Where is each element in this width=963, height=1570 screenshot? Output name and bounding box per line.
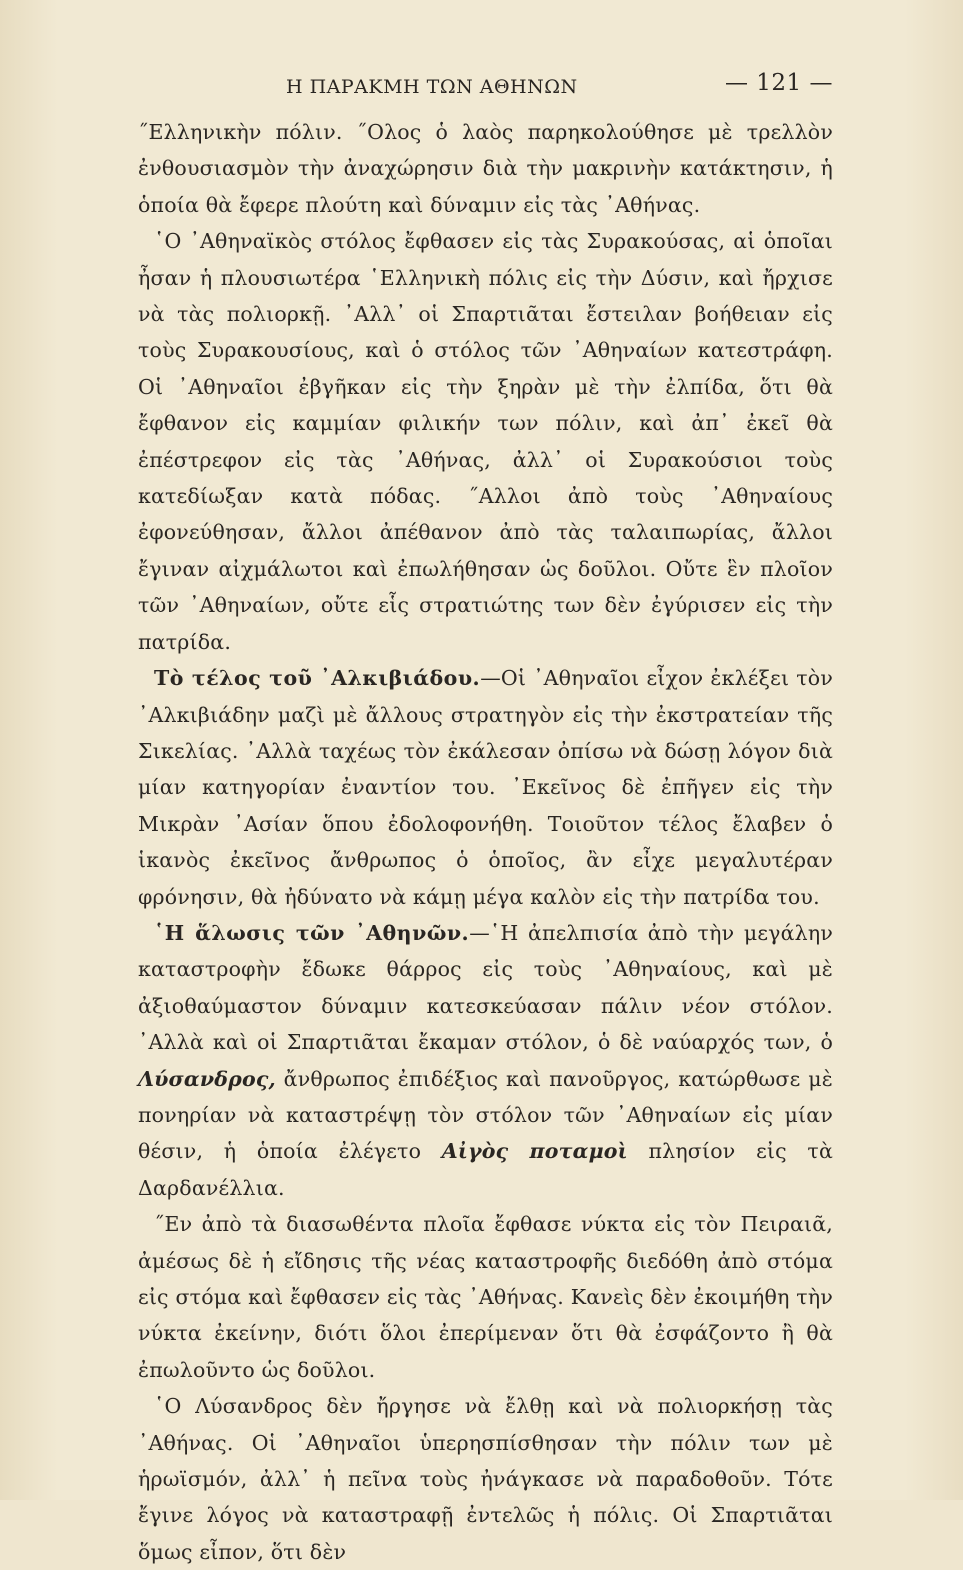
body-text bbox=[138, 114, 833, 1570]
name-aigos-potamoi: Αἰγὸς ποταμοὶ bbox=[441, 1139, 628, 1164]
running-head bbox=[138, 66, 833, 106]
paragraph-4-text-c: πλησίον εἰς τὰ Δαρδανέλλια. bbox=[138, 1139, 834, 1200]
paragraph-2: ῾Ο ᾿Αθηναϊκὸς στόλος ἔφθασεν εἰς τὰς Συρακούσας, αἱ ὁποῖαι ἦσαν ἡ πλουσιωτέρα ῾Ελληνικὴ πόλις εἰς τὴν Δύσιν, καὶ ἤρχισε νὰ τὰς πολιορκῇ. ᾿Αλλ᾿ οἱ Σπαρτιᾶται ἔστειλαν βοήθειαν εἰς τοὺς Συρακουσίους, καὶ ὁ στόλος τῶν ᾿Αθηναίων κατεστράφη. Οἱ ᾿Αθηναῖοι ἐβγῆκαν εἰς τὴν ξηρὰν μὲ τὴν ἐλπίδα, ὅτι θὰ ἔφθανον εἰς καμμίαν φιλικήν των πόλιν, καὶ ἀπ᾿ ἐκεῖ θὰ ἐπέστρεφον εἰς τὰς ᾿Αθήνας, ἀλλ᾿ οἱ Συρακούσιοι τοὺς κατεδίωξαν κατὰ πόδας. ˝Αλλοι ἀπὸ τοὺς ᾿Αθηναίους ἐφονεύθησαν, ἄλλοι ἀπέθανον ἀπὸ τὰς ταλαιπωρίας, ἄλλοι ἔγιναν αἰχμάλωτοι καὶ ἐπωλήθησαν ὡς δοῦλοι. Οὔτε ἓν πλοῖον τῶν ᾿Αθηναίων, οὔτε εἷς στρατιώτης των δὲν ἐγύρισεν εἰς τὴν πατρίδα. bbox=[138, 229, 833, 654]
running-title: Η ΠΑΡΑΚΜΗ ΤΩΝ ΑΘΗΝΩΝ bbox=[286, 76, 578, 98]
page-number: — 121 — bbox=[724, 70, 833, 96]
section-heading-alkibiades: Τὸ τέλος τοῦ ᾿Αλκιβιάδου. bbox=[154, 666, 481, 691]
paragraph-6: ῾Ο Λύσανδρος δὲν ἤργησε νὰ ἔλθῃ καὶ νὰ πολιορκήσῃ τὰς ᾿Αθήνας. Οἱ ᾿Αθηναῖοι ὑπερησπίσθησαν τὴν πόλιν των μὲ ἡρωϊσμόν, ἀλλ᾿ ἡ πεῖνα τοὺς ἠνάγκασε νὰ παραδοθοῦν. Τότε ἔγινε λόγος νὰ καταστραφῇ ἐντελῶς ἡ πόλις. Οἱ Σπαρτιᾶται ὅμως εἶπον, ὅτι δὲν bbox=[138, 1394, 833, 1564]
section-heading-fall-of-athens: ῾Η ἅλωσις τῶν ᾿Αθηνῶν. bbox=[154, 920, 470, 945]
paragraph-4-text-a: —῾Η ἀπελπισία ἀπὸ τὴν μεγάλην καταστροφὴν ἔδωκε θάρρος εἰς τοὺς ᾿Αθηναίους, καὶ μὲ ἀξιοθαύμαστον δύναμιν κατεσκεύασαν πάλιν νέον στόλον. ᾿Αλλὰ καὶ οἱ Σπαρτιᾶται ἔκαμαν στόλον, ὁ δὲ ναύαρχός των, ὁ bbox=[138, 920, 834, 1055]
name-lysandros: Λύσανδρος, bbox=[138, 1066, 276, 1091]
paragraph-1: ˝Ελληνικὴν πόλιν. ˝Ολος ὁ λαὸς παρηκολούθησε μὲ τρελλὸν ἐνθουσιασμὸν τὴν ἀναχώρησιν διὰ τὴν μακρινὴν κατάκτησιν, ἡ ὁποία θὰ ἔφερε πλούτη καὶ δύναμιν εἰς τὰς ᾿Αθήνας. bbox=[138, 120, 833, 217]
paragraph-4-text-b: ἄνθρωπος ἐπιδέξιος καὶ πανοῦργος, κατώρθωσε μὲ πονηρίαν νὰ καταστρέψῃ τὸν στόλον τῶν ᾿Αθηναίων εἰς μίαν θέσιν, ἡ ὁποία ἐλέγετο bbox=[138, 1066, 833, 1164]
paragraph-3 bbox=[138, 660, 833, 915]
paragraph-4 bbox=[138, 915, 833, 1206]
paragraph-3-text: —Οἱ ᾿Αθηναῖοι εἶχον ἐκλέξει τὸν ᾿Αλκιβιάδην μαζὶ μὲ ἄλλους στρατηγὸν εἰς τὴν ἐκστρατείαν τῆς Σικελίας. ᾿Αλλὰ ταχέως τὸν ἐκάλεσαν ὀπίσω νὰ δώσῃ λόγον διὰ μίαν κατηγορίαν ἐναντίον του. ᾿Εκεῖνος δὲ ἐπῆγεν εἰς τὴν Μικρὰν ᾿Ασίαν ὅπου ἐδολοφονήθη. Τοιοῦτον τέλος ἔλαβεν ὁ ἱκανὸς ἐκεῖνος ἄνθρωπος ὁ ὁποῖος, ἂν εἶχε μεγαλυτέραν φρόνησιν, θὰ ἠδύνατο νὰ κάμῃ μέγα καλὸν εἰς τὴν πατρίδα του. bbox=[138, 666, 833, 909]
paragraph-5: ˝Εν ἀπὸ τὰ διασωθέντα πλοῖα ἔφθασε νύκτα εἰς τὸν Πειραιᾶ, ἀμέσως δὲ ἡ εἴδησις τῆς νέας καταστροφῆς διεδόθη ἀπὸ στόμα εἰς στόμα καὶ ἔφθασεν εἰς τὰς ᾿Αθήνας. Κανεὶς δὲν ἐκοιμήθη τὴν νύκτα ἐκείνην, διότι ὅλοι ἐπερίμεναν ὅτι θὰ ἐσφάζοντο ἢ θὰ ἐπωλοῦντο ὡς δοῦλοι. bbox=[138, 1212, 833, 1382]
